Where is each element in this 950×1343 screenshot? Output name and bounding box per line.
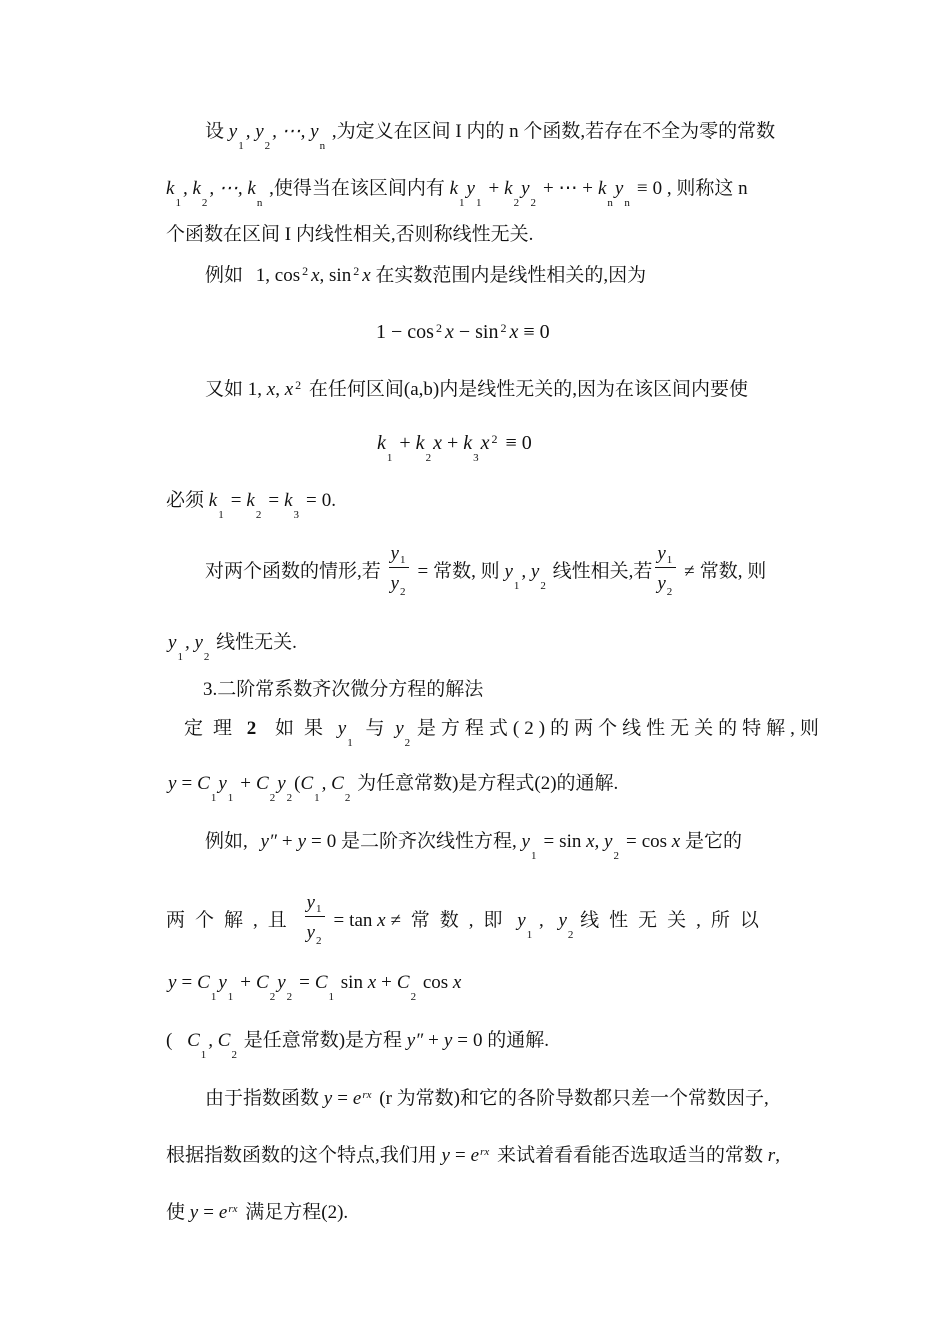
text: 满足方程(2). — [245, 1202, 349, 1223]
math-ode: y″ + y = 0 — [260, 831, 337, 852]
math-solutions-sin-cos: $y_1= \sin x$, $y_2= \cos x$ — [521, 831, 681, 862]
text: 的通解. — [487, 1030, 550, 1051]
theorem-number: 2 — [246, 718, 257, 739]
text: 例如 — [205, 265, 244, 286]
math-yn-list: $y_1$, $y_2$, ⋯, $y_n$ — [228, 121, 326, 152]
math-exp-rx: $y = e^{rx}$ — [441, 1145, 490, 1166]
text: 常数, 则 — [433, 560, 500, 582]
text: , — [538, 909, 554, 931]
math-linear-combination: $k_1y_1+ k_2y_2+$ ⋯ + $k_ny_n\equiv 0$ — [449, 178, 663, 209]
math-kn-list: $k_1$, $k_2$, ⋯, $k_n$ — [166, 178, 263, 209]
para-example3 — [205, 831, 742, 862]
text: ,使得当在该区间内有 — [269, 178, 445, 199]
math-ratio-y1-y2: $\frac{y_1}{y_2}$ — [305, 893, 326, 942]
math-y1-y2: $y_1$, $y_2$ — [168, 632, 210, 663]
text: 又如 — [205, 379, 244, 400]
text: 必须 — [166, 490, 205, 511]
text: 对两个函数的情形,若 — [205, 560, 381, 582]
math-functions-cos-sin: 1, cos $^2$ x, sin $^2$ x — [255, 264, 371, 286]
math-general-solution: $y = C_1y_1+ C_2y_2(C_1$, $C_2$ — [168, 773, 351, 804]
math-general-solution-example: $y = C_1y_1+ C_2y_2= C_1$ $\sin x + C_2$ cos x — [168, 972, 462, 1003]
math-polynomial-identity: $k_1+ k_2x + k_3x$ $^2$ ≡ 0 — [377, 432, 532, 464]
para-exponential-line2: 根据指数函数的这个特点,我们用 $y = e^{rx}$ 来试着看看能否选取适当的常数 r, — [166, 1145, 780, 1166]
theorem-2-general-solution — [168, 773, 619, 804]
text: 与 — [365, 718, 385, 739]
para-definition-line2 — [166, 178, 748, 209]
text: 线性无关. — [216, 632, 297, 653]
para-definition-line1 — [205, 121, 776, 152]
math-r: r — [767, 1145, 776, 1166]
text: 是任意常数)是方程 — [243, 1030, 403, 1051]
text: 常数,即 — [410, 909, 513, 931]
text: 线性无关,所以 — [580, 909, 769, 931]
text: 设 — [205, 121, 225, 142]
text: 如果 — [275, 718, 334, 739]
para-exponential-line3 — [166, 1203, 348, 1222]
text: ,为定义在区间 I 内的 n 个函数,若存在不全为零的常数 — [331, 121, 776, 142]
math-identity-cos-sin: 1 − cos $^2$ x − sin $^2$ x ≡ 0 — [376, 321, 550, 343]
math-ratio-y1-y2: $\frac{y_1}{y_2}$ — [389, 544, 410, 593]
text: 线性相关,若 — [552, 560, 653, 582]
text: 使 — [166, 1202, 186, 1223]
math-y1: $y_1$ — [517, 909, 533, 941]
math-ode: y″ + y = 0 — [406, 1030, 483, 1051]
para-definition-line3: 个函数在区间 I 内线性相关,否则称线性无关. — [166, 224, 534, 245]
para-two-functions-end — [168, 632, 297, 663]
math-exp-rx: $y = e^{rx}$ — [189, 1202, 238, 1223]
math-functions-powers: 1, x, x $^2$ — [247, 378, 302, 400]
para-example2 — [205, 380, 748, 399]
text: 是它的 — [684, 831, 742, 852]
theorem-label: 定理 — [184, 718, 243, 739]
math-y1: $y_1$ — [337, 718, 353, 749]
math-c1-c2: $C_1$, $C_2$ — [187, 1030, 237, 1061]
text: 由于指数函数 — [205, 1088, 320, 1109]
para-example3-line2: 两个解,且 $\frac{y_1}{y_2}$ = tan x ≠ 常数,即 $y_1$ , $y_2$ 线性无关,所以 — [166, 892, 769, 947]
theorem-2 — [184, 718, 824, 749]
math-ratio-y1-y2: $\frac{y_1}{y_2}$ — [655, 544, 676, 593]
math-y2: $y_2$ — [558, 909, 574, 941]
para-exponential-line1 — [205, 1089, 769, 1108]
text: 在任何区间(a,b)内是线性无关的,因为在该区间内要使 — [308, 379, 748, 400]
para-two-functions: 对两个函数的情形,若 $\frac{y_1}{y_2}$ = 常数, 则 $y_1$, $y_2$ 线性相关,若 $\frac{y_1}{y_2}$ ≠ 常数, 则 — [205, 543, 767, 598]
math-y1-y2: $y_1$, $y_2$ — [504, 560, 546, 592]
math-k-zero: $k_1= k_2= k_3= 0$ — [208, 490, 332, 521]
para-example1 — [205, 266, 646, 285]
para-example3-end — [166, 1030, 550, 1061]
text: ( — [166, 1030, 173, 1051]
text: 例如, — [205, 831, 248, 852]
text: 为任意常数)是方程式(2)的通解. — [357, 773, 619, 794]
text: 两个解,且 — [166, 909, 297, 931]
text: 来试着看看能否选取适当的常数 — [497, 1145, 764, 1166]
math-y2: $y_2$ — [395, 718, 411, 749]
para-must: 必须 $k_1= k_2= k_3= 0$. — [166, 490, 336, 521]
text: 是二阶齐次线性方程, — [341, 831, 517, 852]
text: (r 为常数)和它的各阶导数都只差一个常数因子, — [379, 1088, 769, 1109]
math-solution-sin-cos — [168, 972, 462, 1003]
text: , 则称这 n — [666, 178, 748, 199]
text: 根据指数函数的这个特点,我们用 — [166, 1145, 437, 1166]
text: 在实数范围内是线性相关的,因为 — [375, 265, 647, 286]
section-heading: 3.二阶常系数齐次微分方程的解法 — [203, 679, 484, 700]
math-exp-rx: $y = e^{rx}$ — [323, 1088, 372, 1109]
text: 常数, 则 — [699, 560, 767, 582]
text: 是方程式(2)的两个线性无关的特解,则 — [416, 718, 824, 739]
